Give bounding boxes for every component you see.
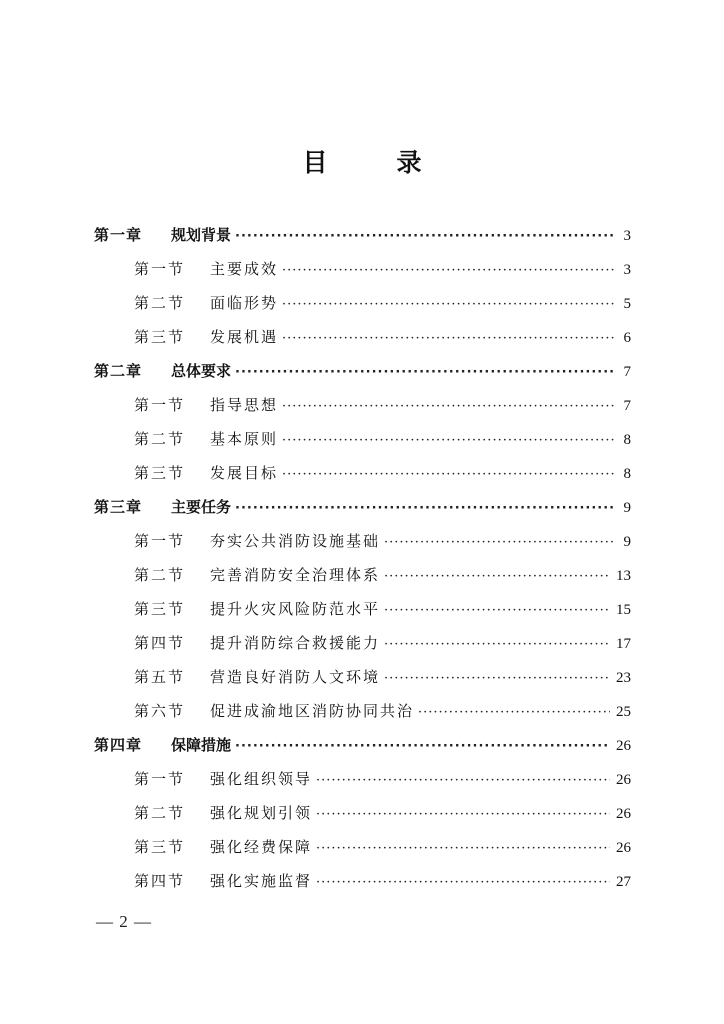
dot-leader [282,322,615,356]
toc-title: 强化实施监督 [210,872,313,890]
dot-leader [384,594,610,628]
dot-leader [282,254,615,288]
dot-leader [282,288,615,322]
dot-leader [316,866,610,900]
toc-label: 第三节 [134,464,186,482]
toc-title: 促进成渝地区消防协同共治 [210,702,415,720]
toc-title: 主要成效 [210,260,279,278]
dot-leader [384,526,615,560]
toc-title: 总体要求 [171,362,232,380]
toc-title: 规划背景 [171,226,232,244]
toc-page-number: 5 [623,296,631,312]
toc-section-row[interactable] [94,456,631,490]
toc-page-number: 9 [623,534,631,550]
toc-title: 主要任务 [171,498,232,516]
toc-page-number: 13 [616,568,631,584]
toc-section-row[interactable] [94,422,631,456]
toc-section-row[interactable] [94,796,631,830]
toc-title: 强化经费保障 [210,838,313,856]
toc-section-row[interactable] [94,830,631,864]
dot-leader [235,492,615,526]
toc-label: 第三节 [134,328,186,346]
toc-page-number: 26 [616,738,631,754]
toc-label: 第二章 [94,362,143,380]
page-title: 目 录 [302,148,444,177]
toc-title: 发展目标 [210,464,279,482]
toc-section-row[interactable] [94,286,631,320]
toc-page-number: 25 [616,704,631,720]
dot-leader [418,696,610,730]
toc-chapter-row[interactable] [94,354,631,388]
toc-page-number: 27 [616,874,631,890]
toc-title: 发展机遇 [210,328,279,346]
dot-leader [235,730,610,764]
dot-leader [384,662,610,696]
toc-section-row[interactable] [94,626,631,660]
toc-section-row[interactable] [94,660,631,694]
dot-leader [282,424,615,458]
toc-title: 面临形势 [210,294,279,312]
toc-title: 基本原则 [210,430,279,448]
toc-title: 营造良好消防人文环境 [210,668,381,686]
dot-leader [384,560,610,594]
toc-label: 第二节 [134,804,186,822]
toc-label: 第一节 [134,770,186,788]
toc-section-row[interactable] [94,320,631,354]
toc-label: 第二节 [134,430,186,448]
dot-leader [282,390,615,424]
toc-label: 第二节 [134,294,186,312]
dot-leader [316,798,610,832]
toc-title: 强化组织领导 [210,770,313,788]
toc-section-row[interactable] [94,252,631,286]
toc-page-number: 26 [616,806,631,822]
toc-title: 完善消防安全治理体系 [210,566,381,584]
toc-page-number: 8 [623,466,631,482]
toc-page-number: 23 [616,670,631,686]
toc-page-number: 8 [623,432,631,448]
toc-title: 提升火灾风险防范水平 [210,600,381,618]
toc-section-row[interactable] [94,694,631,728]
dot-leader [384,628,610,662]
toc-chapter-row[interactable] [94,490,631,524]
toc-chapter-row[interactable] [94,218,631,252]
toc-page-number: 3 [623,228,631,244]
toc-label: 第四节 [134,872,186,890]
toc-page-number: 3 [623,262,631,278]
toc-label: 第三章 [94,498,143,516]
toc-page-number: 7 [623,398,631,414]
toc-section-row[interactable] [94,388,631,422]
toc-section-row[interactable] [94,762,631,796]
toc-page-number: 9 [623,500,631,516]
toc-label: 第一节 [134,396,186,414]
toc-label: 第二节 [134,566,186,584]
dot-leader [235,220,615,254]
toc-chapter-row[interactable] [94,728,631,762]
toc-section-row[interactable] [94,592,631,626]
dot-leader [235,356,615,390]
toc-title: 提升消防综合救援能力 [210,634,381,652]
toc-page-number: 6 [623,330,631,346]
toc-page-number: 15 [616,602,631,618]
toc-title: 夯实公共消防设施基础 [210,532,381,550]
toc-page-number: 7 [623,364,631,380]
toc-label: 第一节 [134,260,186,278]
toc-label: 第四节 [134,634,186,652]
table-of-contents [94,218,631,898]
toc-section-row[interactable] [94,864,631,898]
toc-section-row[interactable] [94,558,631,592]
toc-section-row[interactable] [94,524,631,558]
toc-title: 强化规划引领 [210,804,313,822]
toc-label: 第一章 [94,226,143,244]
toc-label: 第五节 [134,668,186,686]
toc-label: 第四章 [94,736,143,754]
dot-leader [282,458,615,492]
toc-page-number: 17 [616,636,631,652]
toc-label: 第一节 [134,532,186,550]
toc-page-number: 26 [616,772,631,788]
toc-title: 指导思想 [210,396,279,414]
dot-leader [316,832,610,866]
footer-page-number: — 2 — [96,912,152,931]
toc-label: 第六节 [134,702,186,720]
toc-label: 第三节 [134,600,186,618]
toc-label: 第三节 [134,838,186,856]
dot-leader [316,764,610,798]
toc-page-number: 26 [616,840,631,856]
toc-title: 保障措施 [171,736,232,754]
